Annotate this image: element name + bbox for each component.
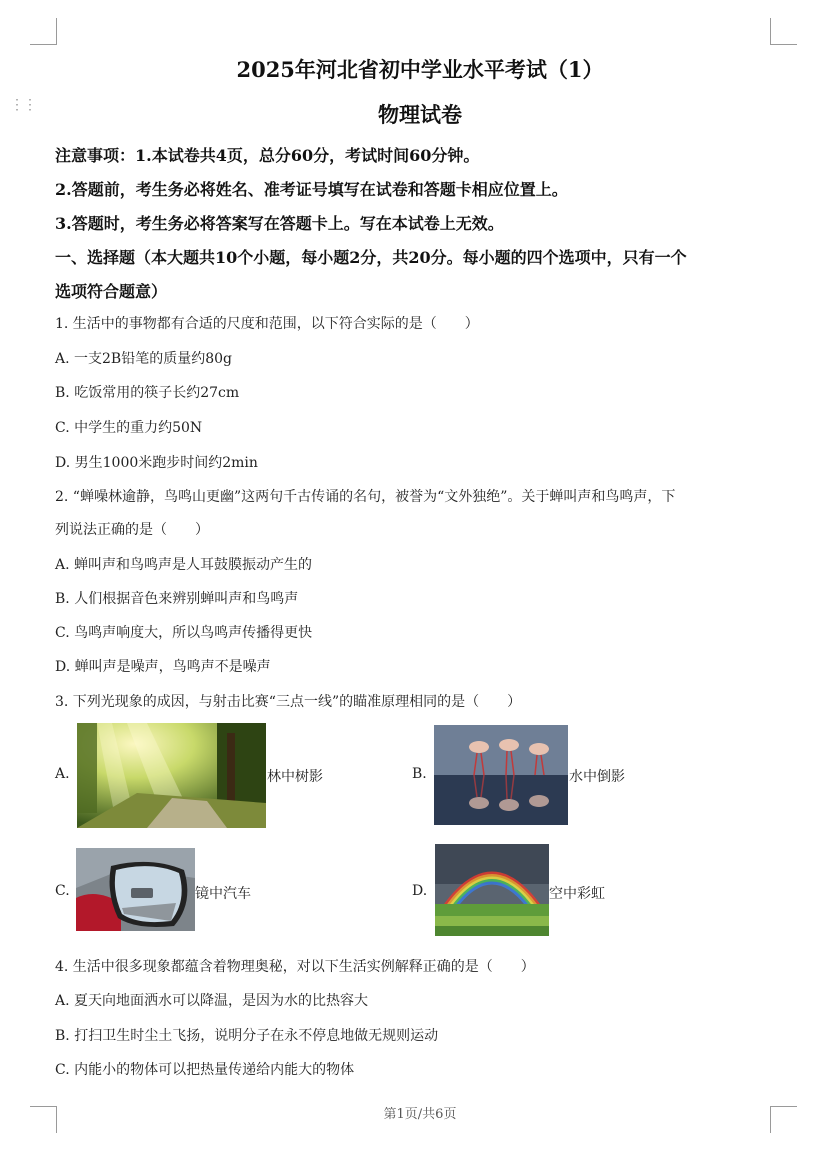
q3-option-b-letter: B. [412, 766, 427, 782]
section-heading-line-2: 选项符合题意） [55, 282, 168, 301]
q1-stem: 1. 生活中的事物都有合适的尺度和范围，以下符合实际的是（ ） [55, 316, 479, 332]
page-number: 第1页/共6页 [383, 1107, 457, 1122]
q3-stem: 3. 下列光现象的成因，与射击比赛“三点一线”的瞄准原理相同的是（ ） [55, 694, 522, 710]
section-heading-line-1: 一、选择题（本大题共10个小题，每小题2分，共20分。每小题的四个选项中，只有一个 [55, 248, 687, 267]
q2-stem-line-2: 列说法正确的是（ ） [55, 522, 209, 538]
q4-stem: 4. 生活中很多现象都蕴含着物理奥秘，对以下生活实例解释正确的是（ ） [55, 959, 535, 975]
forest-sunbeam-photo-icon [77, 723, 266, 828]
q2-option-b: B. 人们根据音色来辨别蝉叫声和鸟鸣声 [55, 591, 299, 607]
q3-option-b-caption: 水中倒影 [569, 769, 625, 785]
q3-option-d-caption: 空中彩虹 [549, 886, 605, 902]
q2-option-c: C. 鸟鸣声响度大，所以鸟鸣声传播得更快 [55, 625, 313, 641]
note-line-3: 3.答题时，考生务必将答案写在答题卡上。写在本试卷上无效。 [55, 214, 504, 233]
corner-mark-top-right [770, 18, 797, 45]
rainbow-photo-icon [435, 844, 549, 936]
q1-option-d: D. 男生1000米跑步时间约2min [55, 455, 258, 471]
q3-option-a-letter: A. [55, 766, 70, 782]
q4-option-c: C. 内能小的物体可以把热量传递给内能大的物体 [55, 1062, 355, 1078]
drag-handle-icon[interactable]: ⋮⋮ [10, 97, 36, 113]
q1-option-b: B. 吃饭常用的筷子长约27cm [55, 385, 240, 401]
exam-title: 2025年河北省初中学业水平考试（1） [236, 57, 604, 82]
q4-option-b: B. 打扫卫生时尘土飞扬，说明分子在永不停息地做无规则运动 [55, 1028, 439, 1044]
q3-option-c-caption: 镜中汽车 [195, 886, 251, 902]
corner-mark-top-left [30, 18, 57, 45]
exam-subtitle: 物理试卷 [378, 102, 462, 127]
q2-option-a: A. 蝉叫声和鸟鸣声是人耳鼓膜振动产生的 [55, 557, 313, 573]
q1-option-c: C. 中学生的重力约50N [55, 420, 203, 436]
q3-option-d-letter: D. [412, 883, 428, 899]
note-line-2: 2.答题前，考生务必将姓名、准考证号填写在试卷和答题卡相应位置上。 [55, 180, 568, 199]
note-line-1: 注意事项：1.本试卷共4页，总分60分，考试时间60分钟。 [55, 146, 480, 165]
q3-option-c-letter: C. [55, 883, 70, 899]
q4-option-a: A. 夏天向地面洒水可以降温，是因为水的比热容大 [55, 993, 369, 1009]
q1-option-a: A. 一支2B铅笔的质量约80g [55, 351, 232, 367]
car-mirror-photo-icon [76, 848, 195, 931]
q2-option-d: D. 蝉叫声是噪声，鸟鸣声不是噪声 [55, 659, 271, 675]
q3-option-a-caption: 林中树影 [267, 769, 323, 785]
q2-stem-line-1: 2. “蝉噪林逾静，鸟鸣山更幽”这两句千古传诵的名句，被誉为“文外独绝”。关于蝉叫声和鸟鸣声，下 [55, 489, 676, 505]
flamingo-reflection-photo-icon [434, 725, 568, 825]
